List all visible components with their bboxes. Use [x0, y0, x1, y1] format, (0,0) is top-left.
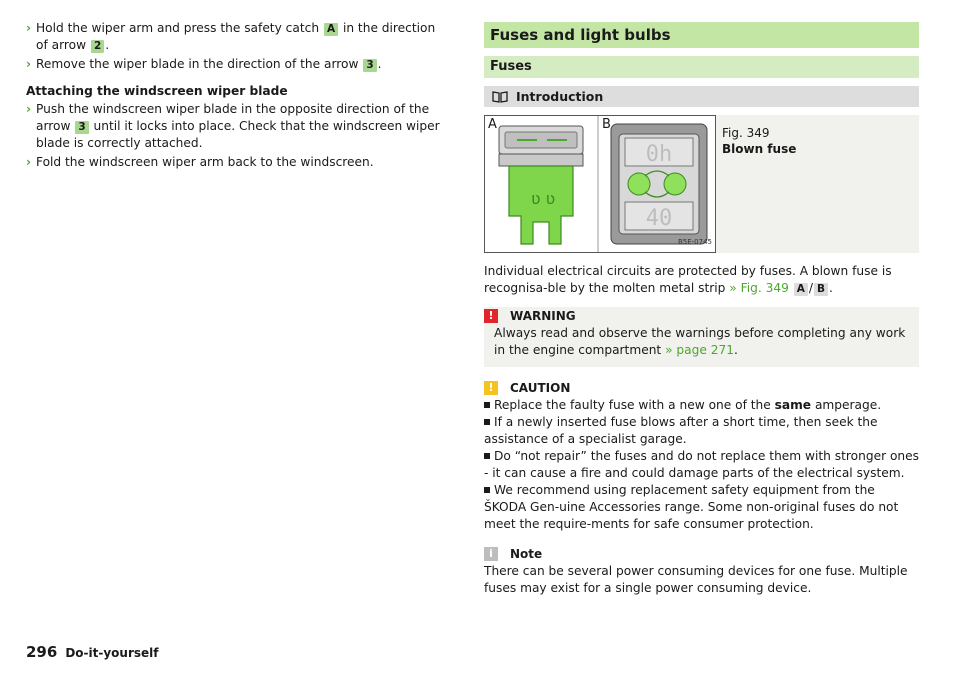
label-tag: 2	[91, 40, 104, 53]
list-item: If a newly inserted fuse blows after a short time, then seek the assistance of a specialist garage.	[484, 415, 878, 446]
label-tag: B	[814, 283, 828, 296]
page-number: 296	[26, 643, 58, 661]
chevron-right-icon: ›	[26, 21, 32, 35]
svg-text:40: 40	[645, 206, 673, 231]
step-item: › Hold the wiper arm and press the safety catch A in the direction of arrow 2 .	[26, 21, 436, 52]
info-icon: i	[484, 547, 498, 561]
fuse-drawing	[485, 116, 715, 252]
book-icon	[492, 91, 508, 103]
chevron-right-icon: ›	[26, 57, 32, 71]
square-bullet-icon	[484, 453, 490, 459]
label-tag: A	[794, 283, 808, 296]
figure-title: Blown fuse	[722, 142, 797, 156]
figure-code: B5E-0745	[677, 238, 712, 246]
warning-box	[484, 307, 919, 367]
warning-text: Always read and observe the warnings before completing any work in the engine compartment » page 271.	[494, 326, 906, 357]
svg-text:0h: 0h	[645, 142, 673, 167]
square-bullet-icon	[484, 487, 490, 493]
step-item: › Fold the windscreen wiper arm back to the windscreen.	[26, 155, 374, 169]
caution-header: ! CAUTION	[484, 379, 919, 397]
figure-label-a: A	[488, 117, 497, 132]
figure-box	[484, 115, 919, 253]
page-footer	[26, 643, 158, 661]
label-tag: A	[324, 23, 338, 36]
label-tag: 3	[363, 59, 376, 72]
figure-link[interactable]: » Fig. 349	[729, 281, 789, 295]
list-item: Replace the faulty fuse with a new one of the same amperage.	[484, 397, 919, 414]
square-bullet-icon	[484, 402, 490, 408]
list-item: Do “not repair” the fuses and do not replace them with stronger ones - it can cause a fire and could damage parts of the electrical system.	[484, 449, 919, 480]
subsection-heading: Fuses	[484, 56, 919, 78]
subheading: Attaching the windscreen wiper blade	[26, 84, 288, 98]
label-tag: 3	[75, 121, 88, 134]
chevron-right-icon: ›	[26, 102, 32, 116]
figure-label-b: B	[602, 117, 611, 132]
topic-heading: Introduction	[484, 86, 919, 107]
warning-header: ! WARNING	[494, 307, 919, 325]
left-column	[26, 20, 450, 173]
square-bullet-icon	[484, 419, 490, 425]
note-header: i Note	[484, 545, 919, 563]
fuse-illustration	[484, 115, 716, 253]
step-item: › Push the windscreen wiper blade in the opposite direction of the arrow 3 until it locks into place. Check that the windscreen wiper blade is correctly attached.	[26, 102, 440, 150]
section-heading: Fuses and light bulbs	[484, 22, 919, 48]
svg-text:ʋ ʋ: ʋ ʋ	[531, 189, 556, 208]
figure-caption	[722, 125, 796, 157]
step-item: › Remove the wiper blade in the direction of the arrow 3 .	[26, 57, 382, 71]
note-text: There can be several power consuming devices for one fuse. Multiple fuses may exist for a single power consuming device.	[484, 564, 908, 595]
intro-paragraph: Individual electrical circuits are protected by fuses. A blown fuse is recognisa-ble by the molten metal strip » Fig. 349 A / B .	[484, 264, 892, 295]
exclamation-icon: !	[484, 381, 498, 395]
right-column	[484, 22, 919, 597]
exclamation-icon: !	[484, 309, 498, 323]
list-item: We recommend using replacement safety equipment from the ŠKODA Gen-uine Accessories range. Some non-original fuses do not meet the require-ments for safe consumer protection.	[484, 483, 899, 531]
chapter-title: Do-it-yourself	[65, 646, 159, 660]
figure-number: Fig. 349	[722, 126, 770, 140]
page-link[interactable]: » page 271	[665, 343, 734, 357]
chevron-right-icon: ›	[26, 155, 32, 169]
